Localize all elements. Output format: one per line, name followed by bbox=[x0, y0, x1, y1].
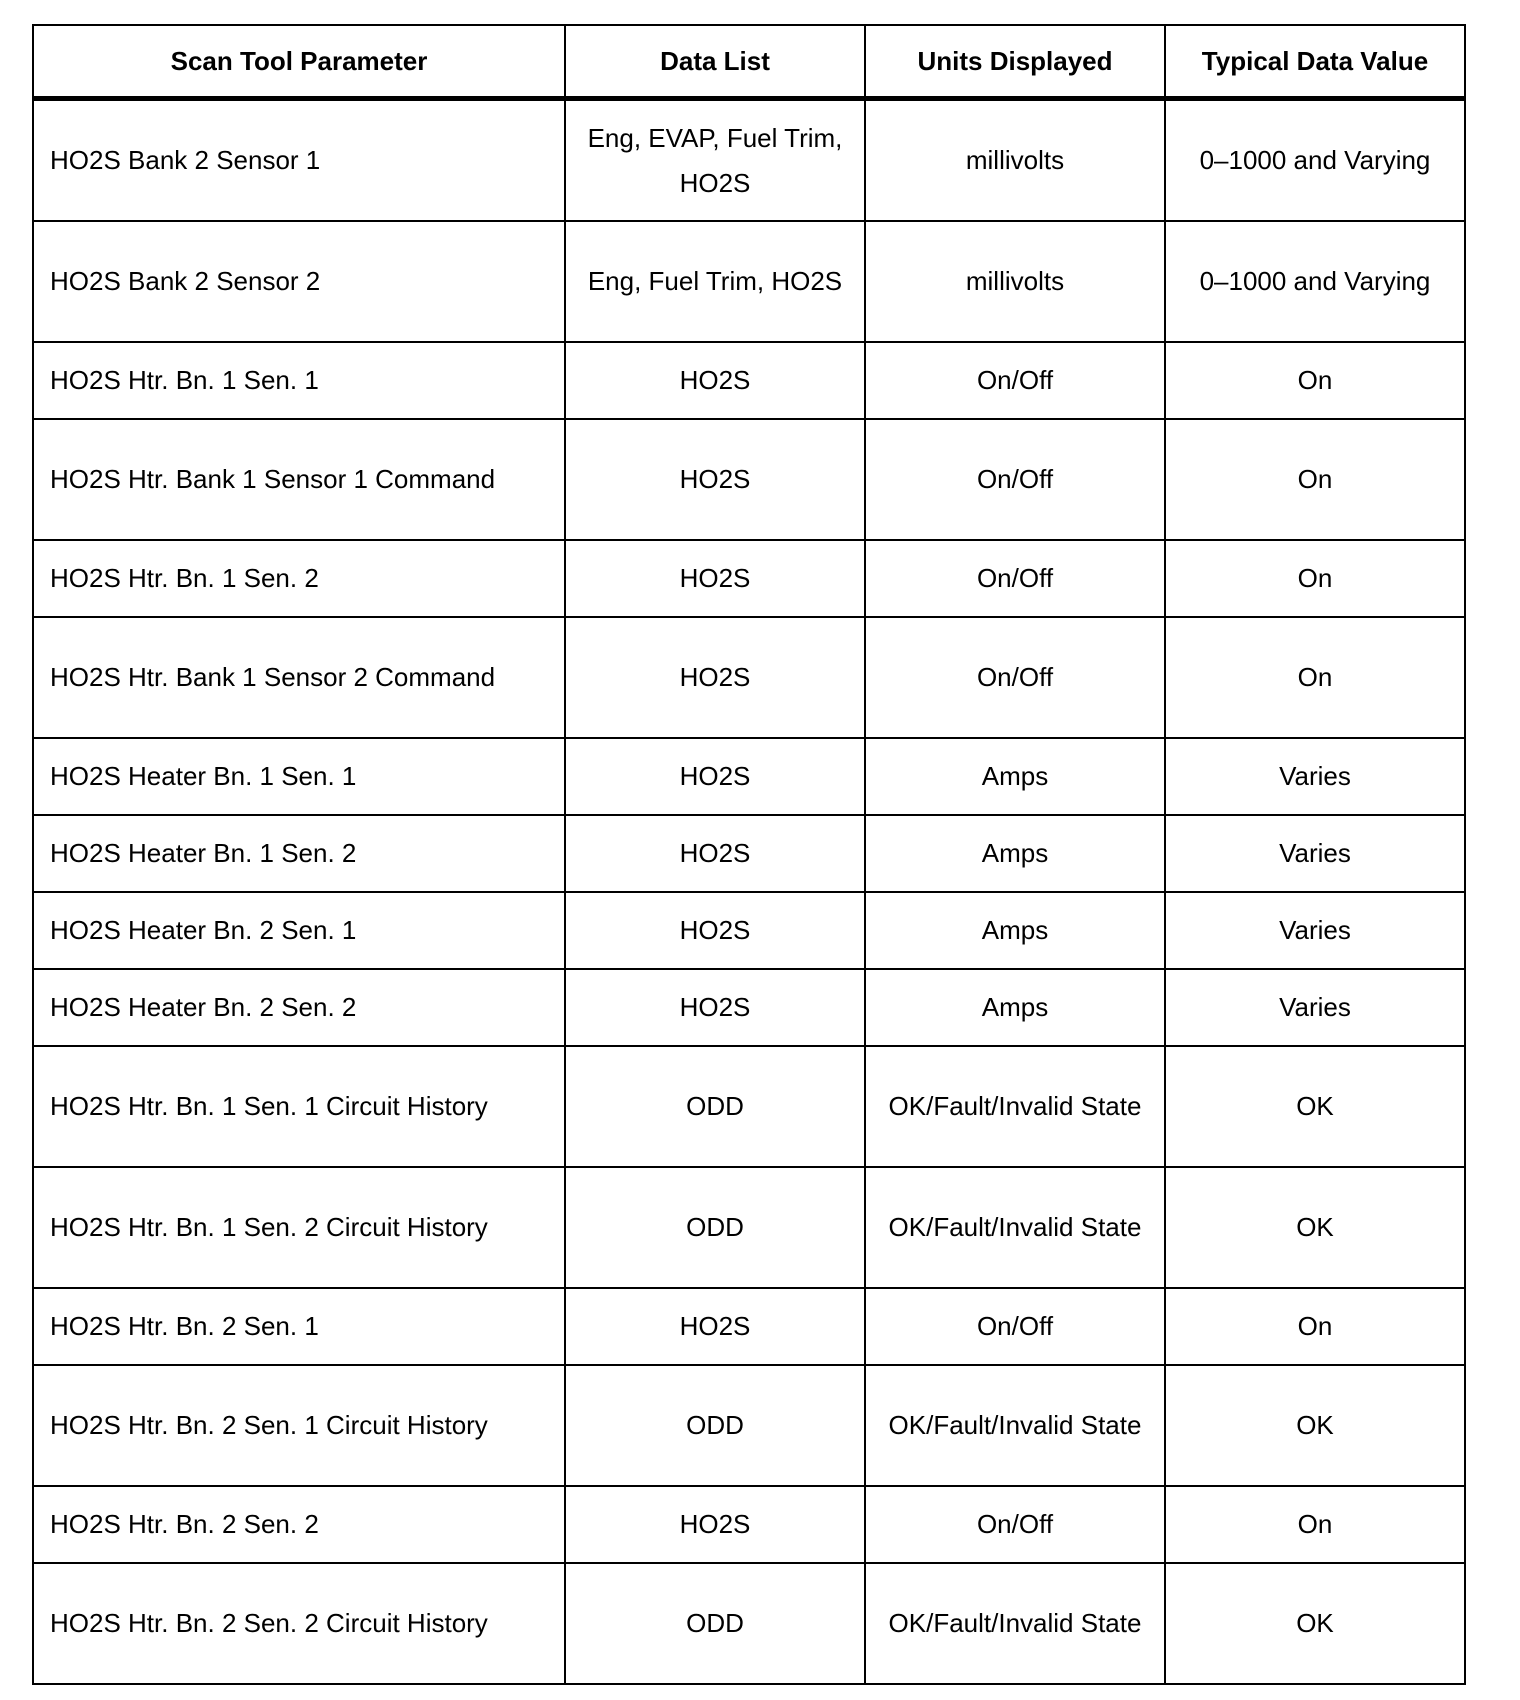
cell-typical-value: On bbox=[1165, 1288, 1465, 1365]
cell-typical-value: On bbox=[1165, 617, 1465, 738]
cell-data-list: HO2S bbox=[565, 342, 865, 419]
cell-parameter: HO2S Htr. Bn. 2 Sen. 1 Circuit History bbox=[33, 1365, 565, 1486]
cell-parameter: HO2S Htr. Bank 1 Sensor 2 Command bbox=[33, 617, 565, 738]
cell-typical-value: OK bbox=[1165, 1365, 1465, 1486]
cell-data-list: ODD bbox=[565, 1046, 865, 1167]
cell-units: Amps bbox=[865, 969, 1165, 1046]
table-row bbox=[33, 969, 1465, 1046]
cell-typical-value: Varies bbox=[1165, 815, 1465, 892]
table-row bbox=[33, 419, 1465, 540]
cell-parameter: HO2S Heater Bn. 1 Sen. 2 bbox=[33, 815, 565, 892]
cell-data-list: HO2S bbox=[565, 1288, 865, 1365]
cell-data-list: ODD bbox=[565, 1563, 865, 1684]
cell-parameter: HO2S Htr. Bn. 2 Sen. 1 bbox=[33, 1288, 565, 1365]
cell-units: On/Off bbox=[865, 1486, 1165, 1563]
cell-parameter: HO2S Htr. Bn. 1 Sen. 2 Circuit History bbox=[33, 1167, 565, 1288]
table-row bbox=[33, 99, 1465, 222]
cell-data-list: Eng, Fuel Trim, HO2S bbox=[565, 221, 865, 342]
cell-data-list: HO2S bbox=[565, 617, 865, 738]
cell-data-list: HO2S bbox=[565, 1486, 865, 1563]
table-row bbox=[33, 815, 1465, 892]
table-row bbox=[33, 1288, 1465, 1365]
cell-data-list: ODD bbox=[565, 1167, 865, 1288]
cell-units: OK/Fault/Invalid State bbox=[865, 1046, 1165, 1167]
cell-parameter: HO2S Heater Bn. 2 Sen. 1 bbox=[33, 892, 565, 969]
cell-units: millivolts bbox=[865, 221, 1165, 342]
header-units-displayed: Units Displayed bbox=[865, 25, 1165, 99]
table-row bbox=[33, 540, 1465, 617]
scan-tool-parameter-table bbox=[32, 24, 1466, 1685]
cell-parameter: HO2S Htr. Bn. 2 Sen. 2 bbox=[33, 1486, 565, 1563]
cell-parameter: HO2S Heater Bn. 2 Sen. 2 bbox=[33, 969, 565, 1046]
cell-parameter: HO2S Bank 2 Sensor 2 bbox=[33, 221, 565, 342]
cell-data-list: HO2S bbox=[565, 969, 865, 1046]
cell-parameter: HO2S Htr. Bank 1 Sensor 1 Command bbox=[33, 419, 565, 540]
table-row bbox=[33, 221, 1465, 342]
table-row bbox=[33, 1046, 1465, 1167]
cell-units: Amps bbox=[865, 815, 1165, 892]
cell-data-list: HO2S bbox=[565, 419, 865, 540]
table-row bbox=[33, 1486, 1465, 1563]
cell-units: On/Off bbox=[865, 540, 1165, 617]
cell-typical-value: Varies bbox=[1165, 738, 1465, 815]
cell-parameter: HO2S Htr. Bn. 2 Sen. 2 Circuit History bbox=[33, 1563, 565, 1684]
cell-units: On/Off bbox=[865, 419, 1165, 540]
cell-typical-value: 0–1000 and Varying bbox=[1165, 99, 1465, 222]
cell-units: Amps bbox=[865, 892, 1165, 969]
cell-typical-value: OK bbox=[1165, 1046, 1465, 1167]
cell-units: On/Off bbox=[865, 1288, 1165, 1365]
table-row bbox=[33, 1563, 1465, 1684]
header-scan-tool-parameter: Scan Tool Parameter bbox=[33, 25, 565, 99]
cell-units: OK/Fault/Invalid State bbox=[865, 1167, 1165, 1288]
cell-typical-value: On bbox=[1165, 1486, 1465, 1563]
cell-units: Amps bbox=[865, 738, 1165, 815]
cell-typical-value: Varies bbox=[1165, 969, 1465, 1046]
cell-data-list: HO2S bbox=[565, 892, 865, 969]
cell-typical-value: On bbox=[1165, 540, 1465, 617]
table-row bbox=[33, 617, 1465, 738]
cell-parameter: HO2S Bank 2 Sensor 1 bbox=[33, 99, 565, 222]
cell-typical-value: On bbox=[1165, 419, 1465, 540]
table-row bbox=[33, 1167, 1465, 1288]
header-data-list: Data List bbox=[565, 25, 865, 99]
header-row bbox=[33, 25, 1465, 99]
cell-units: millivolts bbox=[865, 99, 1165, 222]
cell-units: On/Off bbox=[865, 617, 1165, 738]
header-typical-data-value: Typical Data Value bbox=[1165, 25, 1465, 99]
cell-data-list: ODD bbox=[565, 1365, 865, 1486]
table-row bbox=[33, 892, 1465, 969]
cell-typical-value: On bbox=[1165, 342, 1465, 419]
cell-typical-value: OK bbox=[1165, 1563, 1465, 1684]
cell-parameter: HO2S Htr. Bn. 1 Sen. 2 bbox=[33, 540, 565, 617]
cell-parameter: HO2S Heater Bn. 1 Sen. 1 bbox=[33, 738, 565, 815]
cell-data-list: HO2S bbox=[565, 540, 865, 617]
cell-typical-value: OK bbox=[1165, 1167, 1465, 1288]
table-header bbox=[33, 25, 1465, 99]
table-row bbox=[33, 738, 1465, 815]
table-row bbox=[33, 342, 1465, 419]
cell-units: On/Off bbox=[865, 342, 1165, 419]
table-row bbox=[33, 1365, 1465, 1486]
cell-typical-value: 0–1000 and Varying bbox=[1165, 221, 1465, 342]
cell-parameter: HO2S Htr. Bn. 1 Sen. 1 Circuit History bbox=[33, 1046, 565, 1167]
cell-units: OK/Fault/Invalid State bbox=[865, 1365, 1165, 1486]
cell-units: OK/Fault/Invalid State bbox=[865, 1563, 1165, 1684]
cell-data-list: HO2S bbox=[565, 738, 865, 815]
table-body bbox=[33, 99, 1465, 1685]
cell-parameter: HO2S Htr. Bn. 1 Sen. 1 bbox=[33, 342, 565, 419]
cell-data-list: Eng, EVAP, Fuel Trim, HO2S bbox=[565, 99, 865, 222]
cell-data-list: HO2S bbox=[565, 815, 865, 892]
cell-typical-value: Varies bbox=[1165, 892, 1465, 969]
